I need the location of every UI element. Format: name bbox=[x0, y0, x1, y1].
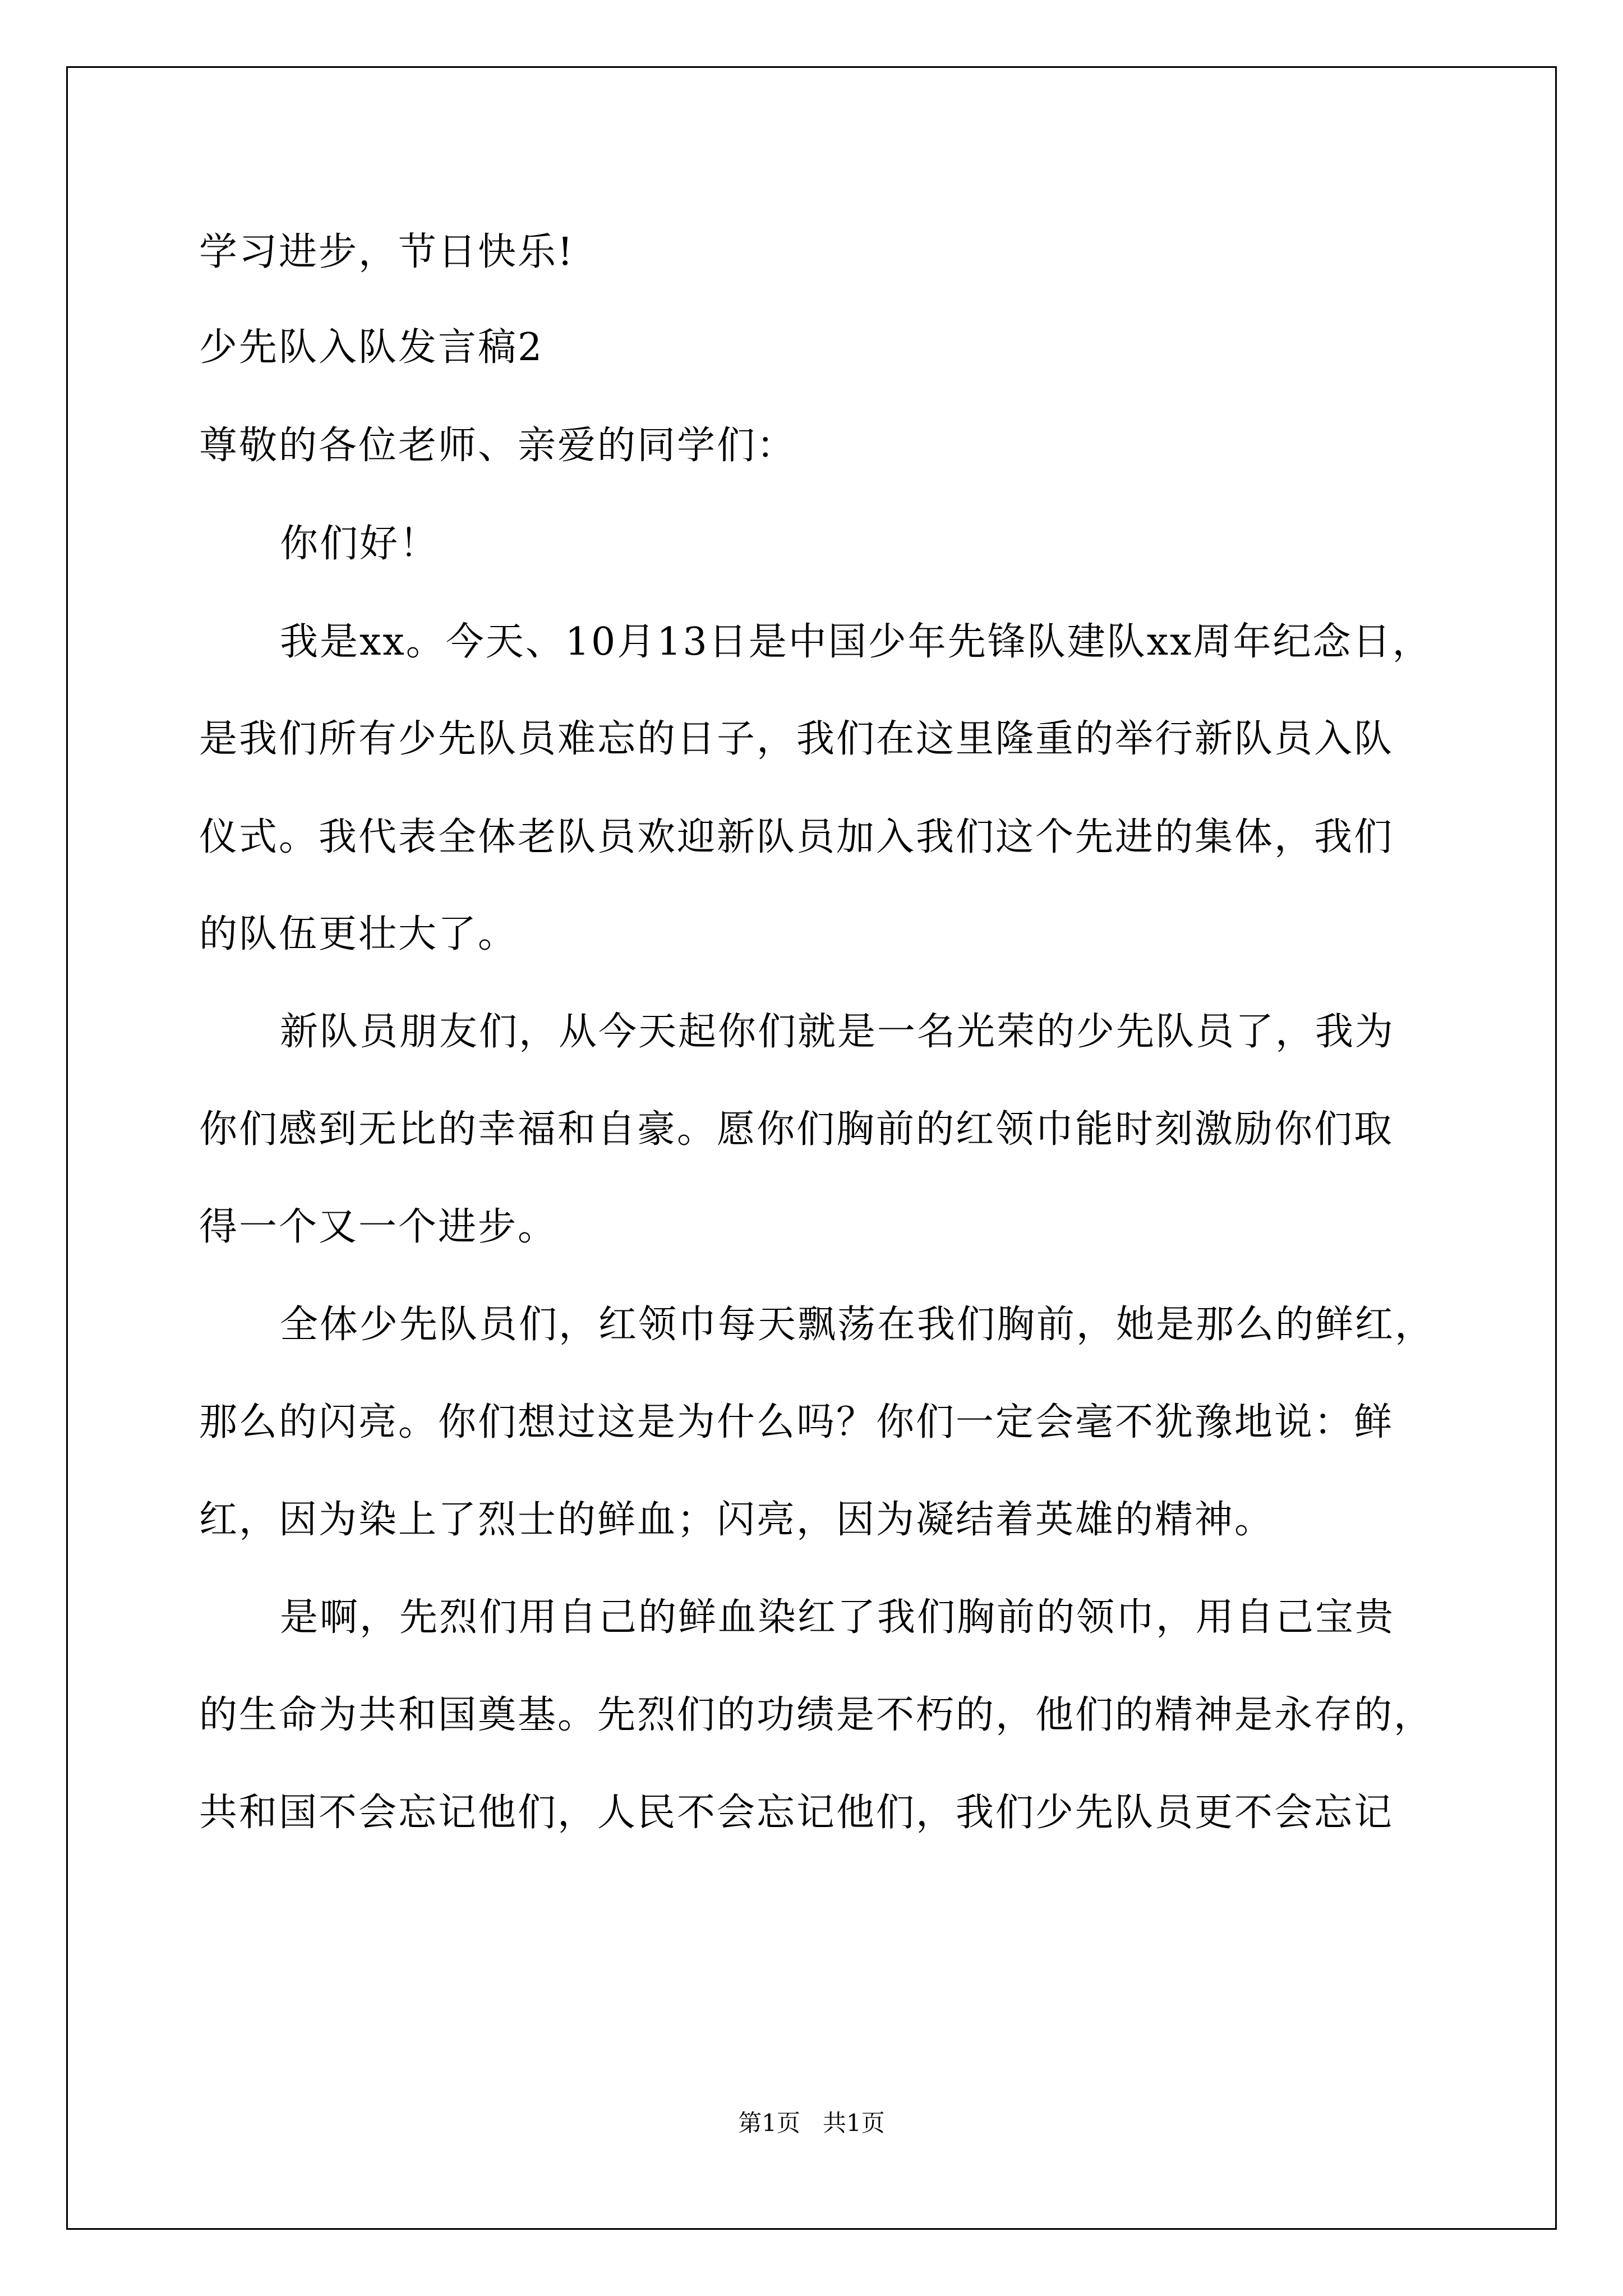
text-line: 那么的闪亮。你们想过这是为什么吗？你们一定会毫不犹豫地说：鲜 bbox=[199, 1400, 1394, 1444]
text-line: 学习进步，节日快乐! bbox=[199, 230, 575, 274]
text-line: 全体少先队员们，红领巾每天飘荡在我们胸前，她是那么的鲜红， bbox=[280, 1303, 1435, 1347]
text-line: 是啊，先烈们用自己的鲜血染红了我们胸前的领巾，用自己宝贵 bbox=[280, 1595, 1395, 1640]
text-line: 仪式。我代表全体老队员欢迎新队员加入我们这个先进的集体，我们 bbox=[199, 815, 1394, 859]
greeting: 你们好！ bbox=[280, 522, 440, 566]
page-number: 第1页 bbox=[738, 2109, 800, 2137]
page-total: 共1页 bbox=[823, 2109, 885, 2137]
salutation: 尊敬的各位老师、亲爱的同学们： bbox=[199, 424, 797, 468]
text-line: 新队员朋友们，从今天起你们就是一名光荣的少先队员了，我为 bbox=[280, 1010, 1395, 1054]
text-line: 的生命为共和国奠基。先烈们的功绩是不朽的，他们的精神是永存的， bbox=[199, 1693, 1434, 1737]
text-line: 共和国不会忘记他们，人民不会忘记他们，我们少先队员更不会忘记 bbox=[199, 1791, 1394, 1835]
section-title: 少先队入队发言稿2 bbox=[199, 325, 544, 370]
text-line: 的队伍更壮大了。 bbox=[199, 912, 518, 956]
text-line: 是我们所有少先队员难忘的日子，我们在这里隆重的举行新队员入队 bbox=[199, 717, 1394, 761]
text-line: 我是xx。今天、10月13日是中国少年先锋队建队xx周年纪念日， bbox=[280, 620, 1432, 664]
text-line: 得一个又一个进步。 bbox=[199, 1205, 558, 1249]
text-line: 你们感到无比的幸福和自豪。愿你们胸前的红领巾能时刻激励你们取 bbox=[199, 1107, 1394, 1152]
page-footer bbox=[0, 2106, 1623, 2140]
text-line: 红，因为染上了烈士的鲜血；闪亮，因为凝结着英雄的精神。 bbox=[199, 1498, 1275, 1542]
